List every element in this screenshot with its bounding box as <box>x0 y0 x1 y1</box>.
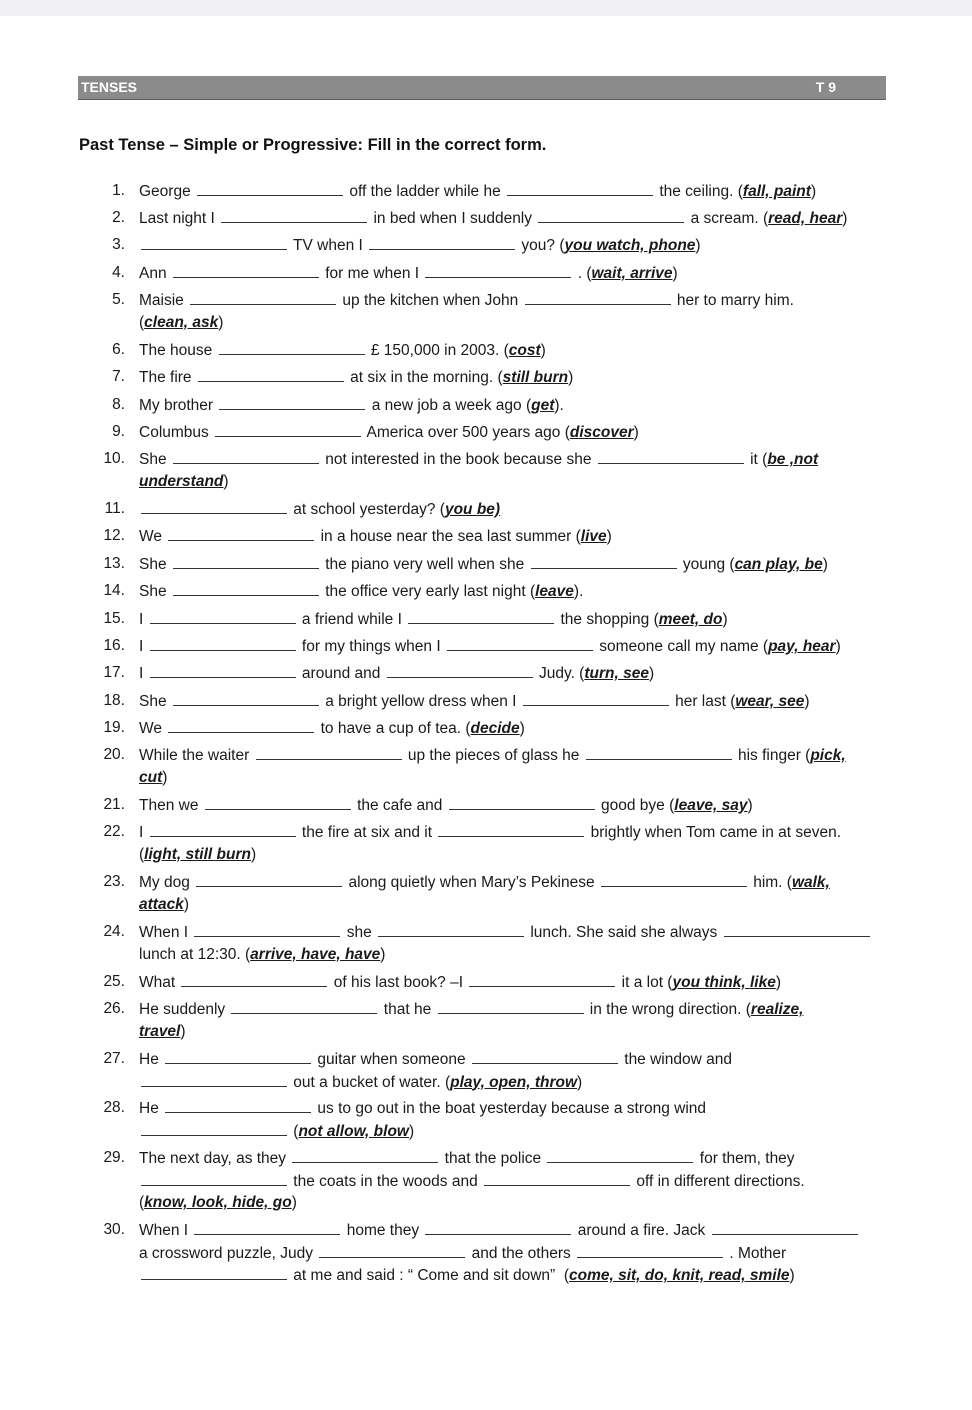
sentence-text: I <box>139 611 148 628</box>
item-number: 20. <box>103 746 125 763</box>
verb-hint: not allow, blow <box>298 1122 409 1140</box>
item-line <box>139 1171 899 1191</box>
item-line <box>139 1072 899 1092</box>
sentence-text: the office very early last night ( <box>320 583 536 600</box>
item-line <box>139 795 899 815</box>
item-line <box>139 499 899 519</box>
answer-blank[interactable] <box>221 208 367 223</box>
answer-blank[interactable] <box>173 691 319 706</box>
answer-blank[interactable] <box>577 1243 723 1258</box>
answer-blank[interactable] <box>449 795 595 810</box>
answer-blank[interactable] <box>256 745 402 760</box>
answer-blank[interactable] <box>598 449 744 464</box>
verb-hint: light, still burn <box>144 845 251 863</box>
item-line <box>139 945 899 965</box>
sentence-text: ) <box>648 665 655 682</box>
answer-blank[interactable] <box>194 1220 340 1235</box>
sentence-text: ) <box>695 237 701 254</box>
sentence-text: ) <box>250 845 257 863</box>
item-line <box>139 1265 899 1285</box>
verb-hint: meet, do <box>658 611 723 628</box>
top-band <box>0 0 972 16</box>
answer-blank[interactable] <box>472 1049 618 1064</box>
answer-blank[interactable] <box>219 395 365 410</box>
answer-blank[interactable] <box>197 181 343 196</box>
sentence-text: not interested in the book because she <box>320 451 596 468</box>
answer-blank[interactable] <box>173 449 319 464</box>
sentence-text: . Mother <box>725 1244 787 1262</box>
sentence-text: the shopping ( <box>556 611 659 628</box>
item-line <box>139 472 899 492</box>
verb-hint: walk, <box>791 874 830 891</box>
item-line <box>139 1220 899 1240</box>
verb-hint: leave <box>535 583 574 600</box>
answer-blank[interactable] <box>387 663 533 678</box>
verb-hint: cost <box>508 342 541 359</box>
item-line <box>139 367 899 387</box>
sentence-text: of his last book? –I <box>329 974 468 991</box>
sentence-text: The house <box>139 342 217 359</box>
item-line <box>139 313 899 333</box>
sentence-text: ) <box>606 528 612 545</box>
item-number: 29. <box>103 1149 125 1166</box>
item-number: 26. <box>103 1000 125 1017</box>
item-number: 6. <box>112 341 125 358</box>
answer-blank[interactable] <box>168 718 314 733</box>
sentence-text: What <box>139 974 180 991</box>
sentence-text: When I <box>139 1222 193 1239</box>
item-line <box>139 872 899 892</box>
item-line <box>139 745 899 765</box>
verb-hint: come, sit, do, knit, read, smile <box>568 1267 790 1284</box>
sentence-text: a scream. ( <box>686 210 769 227</box>
item-line <box>139 263 899 283</box>
item-number: 8. <box>112 396 125 413</box>
sentence-text: . ( <box>573 265 592 282</box>
sentence-text: ) <box>804 693 810 710</box>
verb-hint: you watch, phone <box>564 237 696 254</box>
item-line <box>139 718 899 738</box>
answer-blank[interactable] <box>196 872 342 887</box>
sentence-text: £ 150,000 in 2003. ( <box>366 342 509 359</box>
item-number: 15. <box>103 610 125 627</box>
sentence-text: lunch at 12:30. ( <box>139 945 251 963</box>
sentence-text: ) <box>789 1267 795 1284</box>
sentence-text: someone call my name ( <box>594 638 769 655</box>
sentence-text: ) <box>180 1022 186 1040</box>
sentence-text: ) <box>577 1073 583 1091</box>
header-title: TENSES <box>81 79 138 95</box>
sentence-text: ) <box>218 313 224 331</box>
verb-hint: know, look, hide, go <box>144 1194 292 1211</box>
verb-hint: play, open, throw <box>450 1073 578 1091</box>
sentence-text: Last night I <box>139 210 220 227</box>
sentence-text: George <box>139 183 196 200</box>
header-bar <box>78 76 886 100</box>
sentence-text: around a fire. Jack <box>573 1222 710 1239</box>
sentence-text: We <box>139 720 167 737</box>
answer-blank[interactable] <box>150 636 296 651</box>
sentence-text: ( <box>139 845 145 863</box>
answer-blank[interactable] <box>173 263 319 278</box>
sentence-text: around and <box>297 665 385 682</box>
sentence-text: He <box>139 1051 164 1068</box>
sentence-text: Columbus <box>139 424 214 441</box>
sentence-text: that the police <box>440 1150 546 1167</box>
answer-blank[interactable] <box>141 1072 287 1087</box>
sentence-text: the window and <box>619 1051 732 1068</box>
sentence-text: ) <box>380 945 386 963</box>
answer-blank[interactable] <box>194 922 340 937</box>
sentence-text: He suddenly <box>139 1001 230 1018</box>
item-number: 3. <box>112 236 125 253</box>
verb-hint: leave, say <box>674 797 748 814</box>
sentence-text: to have a cup of tea. ( <box>316 720 471 737</box>
item-number: 28. <box>103 1099 125 1116</box>
item-number: 21. <box>103 796 125 813</box>
sentence-text: My brother <box>139 397 218 414</box>
verb-hint: you think, like <box>672 974 776 991</box>
answer-blank[interactable] <box>438 999 584 1014</box>
sentence-text: lunch. She said she always <box>526 924 722 941</box>
verb-hint: wear, see <box>735 693 805 710</box>
item-line <box>139 922 899 942</box>
answer-blank[interactable] <box>173 554 319 569</box>
answer-blank[interactable] <box>724 922 870 937</box>
sentence-text: she <box>342 924 377 941</box>
item-line <box>139 554 899 574</box>
answer-blank[interactable] <box>469 972 615 987</box>
sentence-text: up the kitchen when John <box>338 292 523 309</box>
item-line <box>139 999 899 1019</box>
header-code: T 9 <box>815 79 836 95</box>
item-number: 4. <box>112 264 125 281</box>
sentence-text: ) <box>291 1194 297 1211</box>
sentence-text: for them, they <box>695 1150 795 1167</box>
instruction-heading: Past Tense – Simple or Progressive: Fill in the correct form. <box>79 136 547 154</box>
sentence-text: Ann <box>139 265 171 282</box>
sentence-text: the ceiling. ( <box>655 183 743 200</box>
sentence-text: Then we <box>139 797 203 814</box>
verb-hint: clean, ask <box>144 313 219 331</box>
item-number: 11. <box>104 500 125 517</box>
sentence-text: Judy. ( <box>534 665 585 682</box>
verb-hint: can play, be <box>734 556 823 573</box>
item-line <box>139 581 899 601</box>
sentence-text: him. ( <box>748 874 792 891</box>
answer-blank[interactable] <box>425 263 571 278</box>
sentence-text: The fire <box>139 369 196 386</box>
item-line <box>139 1243 899 1263</box>
answer-blank[interactable] <box>547 1148 693 1163</box>
verb-hint: still burn <box>502 369 569 386</box>
answer-blank[interactable] <box>447 636 593 651</box>
verb-hint: pick, <box>810 747 846 764</box>
sentence-text: a bright yellow dress when I <box>320 693 521 710</box>
item-line <box>139 845 899 865</box>
sentence-text: off in different directions. <box>632 1172 805 1190</box>
sentence-text: Maisie <box>139 292 189 309</box>
item-line <box>139 822 899 842</box>
verb-hint: travel <box>139 1022 181 1040</box>
answer-blank[interactable] <box>601 872 747 887</box>
answer-blank[interactable] <box>378 922 524 937</box>
answer-blank[interactable] <box>165 1098 311 1113</box>
sentence-text: ). <box>554 397 564 414</box>
sentence-text: her to marry him. <box>672 292 794 309</box>
sentence-text: his finger ( <box>733 747 811 764</box>
sentence-text: a crossword puzzle, Judy <box>139 1244 318 1262</box>
item-number: 9. <box>112 423 125 440</box>
sentence-text: at six in the morning. ( <box>345 369 503 386</box>
item-line <box>139 340 899 360</box>
item-number: 1. <box>112 182 125 199</box>
item-line <box>139 1193 899 1213</box>
answer-blank[interactable] <box>150 663 296 678</box>
sentence-text: ) <box>633 424 639 441</box>
item-line <box>139 609 899 629</box>
item-line <box>139 235 899 255</box>
sentence-text: The next day, as they <box>139 1150 291 1167</box>
item-number: 12. <box>103 527 125 544</box>
sentence-text: ) <box>408 1122 415 1140</box>
sentence-text: good bye ( <box>596 797 675 814</box>
item-number: 13. <box>103 555 125 572</box>
sentence-text: a new job a week ago ( <box>367 397 532 414</box>
sentence-text: ) <box>810 183 817 200</box>
sentence-text: and the others <box>467 1244 576 1262</box>
item-number: 7. <box>112 368 125 385</box>
verb-hint: fall, paint <box>742 183 811 200</box>
sentence-text: ) <box>568 369 574 386</box>
item-line <box>139 422 899 442</box>
answer-blank[interactable] <box>507 181 653 196</box>
sentence-text: ) <box>775 974 782 991</box>
sentence-text: for me when I <box>320 265 424 282</box>
answer-blank[interactable] <box>205 795 351 810</box>
answer-blank[interactable] <box>438 822 584 837</box>
item-line <box>139 526 899 546</box>
sentence-text: ) <box>519 720 525 737</box>
verb-hint: read, hear <box>768 210 843 227</box>
sentence-text: ) <box>822 556 828 573</box>
sentence-text: brightly when Tom came in at seven. <box>586 824 842 841</box>
sentence-text: My dog <box>139 874 195 891</box>
answer-blank[interactable] <box>425 1220 571 1235</box>
sentence-text: When I <box>139 924 193 941</box>
sentence-text: While the waiter <box>139 747 254 764</box>
answer-blank[interactable] <box>292 1148 438 1163</box>
sentence-text: the fire at six and it <box>297 824 437 841</box>
sentence-text: you? ( <box>517 237 565 254</box>
verb-hint: live <box>580 528 607 545</box>
item-line <box>139 972 899 992</box>
item-number: 17. <box>103 664 125 681</box>
sentence-text: ) <box>183 895 189 913</box>
item-number: 18. <box>103 692 125 709</box>
verb-hint: realize, <box>750 1001 804 1018</box>
item-line <box>139 449 899 469</box>
sentence-text: in bed when I suddenly <box>369 210 537 227</box>
item-number: 19. <box>103 719 125 736</box>
answer-blank[interactable] <box>531 554 677 569</box>
verb-hint: turn, see <box>584 665 649 682</box>
sentence-text: ) <box>162 768 168 786</box>
answer-blank[interactable] <box>173 581 319 596</box>
sentence-text: young ( <box>678 556 735 573</box>
sentence-text: He <box>139 1100 164 1117</box>
verb-hint: be ,not <box>767 451 819 468</box>
sentence-text: out a bucket of water. ( <box>289 1073 451 1091</box>
verb-hint: you be) <box>444 501 501 518</box>
verb-hint: pay, hear <box>768 638 836 655</box>
item-number: 23. <box>103 873 125 890</box>
item-line <box>139 768 899 788</box>
answer-blank[interactable] <box>141 1265 287 1280</box>
item-line <box>139 1022 899 1042</box>
verb-hint: understand <box>139 472 224 490</box>
sentence-text: a friend while I <box>297 611 407 628</box>
verb-hint: get <box>531 397 555 414</box>
item-number: 14. <box>103 582 125 599</box>
item-number: 22. <box>103 823 125 840</box>
sentence-text: ( <box>139 1194 145 1211</box>
answer-blank[interactable] <box>586 745 732 760</box>
item-line <box>139 290 899 310</box>
item-line <box>139 1049 899 1069</box>
item-number: 16. <box>103 637 125 654</box>
answer-blank[interactable] <box>141 499 287 514</box>
item-line <box>139 663 899 683</box>
verb-hint: arrive, have, have <box>250 945 381 963</box>
answer-blank[interactable] <box>538 208 684 223</box>
sentence-text: guitar when someone <box>313 1051 470 1068</box>
answer-blank[interactable] <box>319 1243 465 1258</box>
sentence-text: at school yesterday? ( <box>289 501 445 518</box>
sentence-text: up the pieces of glass he <box>403 747 584 764</box>
sentence-text: ) <box>747 797 753 814</box>
verb-hint: wait, arrive <box>591 265 673 282</box>
item-line <box>139 691 899 711</box>
item-line <box>139 1121 899 1141</box>
sentence-text: for my things when I <box>297 638 445 655</box>
sentence-text: ( <box>139 313 145 331</box>
item-line <box>139 395 899 415</box>
item-number: 27. <box>103 1050 125 1067</box>
item-number: 30. <box>103 1221 125 1238</box>
sentence-text: ) <box>223 472 229 490</box>
answer-blank[interactable] <box>141 1171 287 1186</box>
item-line <box>139 636 899 656</box>
item-number: 25. <box>103 973 125 990</box>
verb-hint: discover <box>569 424 634 441</box>
answer-blank[interactable] <box>165 1049 311 1064</box>
item-number: 5. <box>112 291 125 308</box>
answer-blank[interactable] <box>190 290 336 305</box>
sentence-text: ). <box>573 583 584 600</box>
sentence-text: We <box>139 528 167 545</box>
answer-blank[interactable] <box>219 340 365 355</box>
sentence-text: She <box>139 556 171 573</box>
sentence-text: She <box>139 451 171 468</box>
sentence-text: us to go out in the boat yesterday because a strong wind <box>313 1100 707 1117</box>
sentence-text: off the ladder while he <box>345 183 506 200</box>
sentence-text: the piano very well when she <box>320 556 529 573</box>
sentence-text: ) <box>842 210 848 227</box>
item-line <box>139 895 899 915</box>
answer-blank[interactable] <box>150 822 296 837</box>
sentence-text: She <box>139 583 171 600</box>
sentence-text: home they <box>342 1222 424 1239</box>
sentence-text: along quietly when Mary’s Pekinese <box>344 874 599 891</box>
sentence-text: ) <box>835 638 841 655</box>
sentence-text: it ( <box>745 451 768 468</box>
answer-blank[interactable] <box>150 609 296 624</box>
verb-hint: attack <box>139 895 184 913</box>
item-number: 10. <box>103 450 125 467</box>
sentence-text: her last ( <box>670 693 736 710</box>
sentence-text: in a house near the sea last summer ( <box>316 528 581 545</box>
sentence-text: it a lot ( <box>617 974 673 991</box>
item-number: 24. <box>103 923 125 940</box>
item-number: 2. <box>112 209 125 226</box>
sentence-text: I <box>139 824 148 841</box>
sentence-text: TV when I <box>289 237 368 254</box>
sentence-text: the cafe and <box>352 797 447 814</box>
answer-blank[interactable] <box>712 1220 858 1235</box>
answer-blank[interactable] <box>198 367 344 382</box>
item-line <box>139 181 899 201</box>
sentence-text: I <box>139 638 148 655</box>
sentence-text: at me and said : “ Come and sit down” ( <box>289 1267 569 1284</box>
sentence-text: I <box>139 665 148 682</box>
sentence-text: ) <box>672 265 678 282</box>
sentence-text: ) <box>540 342 546 359</box>
sentence-text: America over 500 years ago ( <box>363 424 570 441</box>
answer-blank[interactable] <box>525 290 671 305</box>
answer-blank[interactable] <box>141 235 287 250</box>
answer-blank[interactable] <box>231 999 377 1014</box>
answer-blank[interactable] <box>168 526 314 541</box>
answer-blank[interactable] <box>181 972 327 987</box>
answer-blank[interactable] <box>408 609 554 624</box>
answer-blank[interactable] <box>523 691 669 706</box>
sentence-text: ( <box>289 1122 299 1140</box>
sentence-text: She <box>139 693 171 710</box>
answer-blank[interactable] <box>141 1121 287 1136</box>
item-line <box>139 1148 899 1168</box>
verb-hint: decide <box>470 720 520 737</box>
answer-blank[interactable] <box>369 235 515 250</box>
item-line <box>139 208 899 228</box>
answer-blank[interactable] <box>215 422 361 437</box>
sentence-text: in the wrong direction. ( <box>585 1001 751 1018</box>
verb-hint: cut <box>139 768 163 786</box>
sentence-text: ) <box>722 611 728 628</box>
sentence-text: the coats in the woods and <box>289 1172 483 1190</box>
item-line <box>139 1098 899 1118</box>
answer-blank[interactable] <box>484 1171 630 1186</box>
sentence-text: that he <box>379 1001 436 1018</box>
